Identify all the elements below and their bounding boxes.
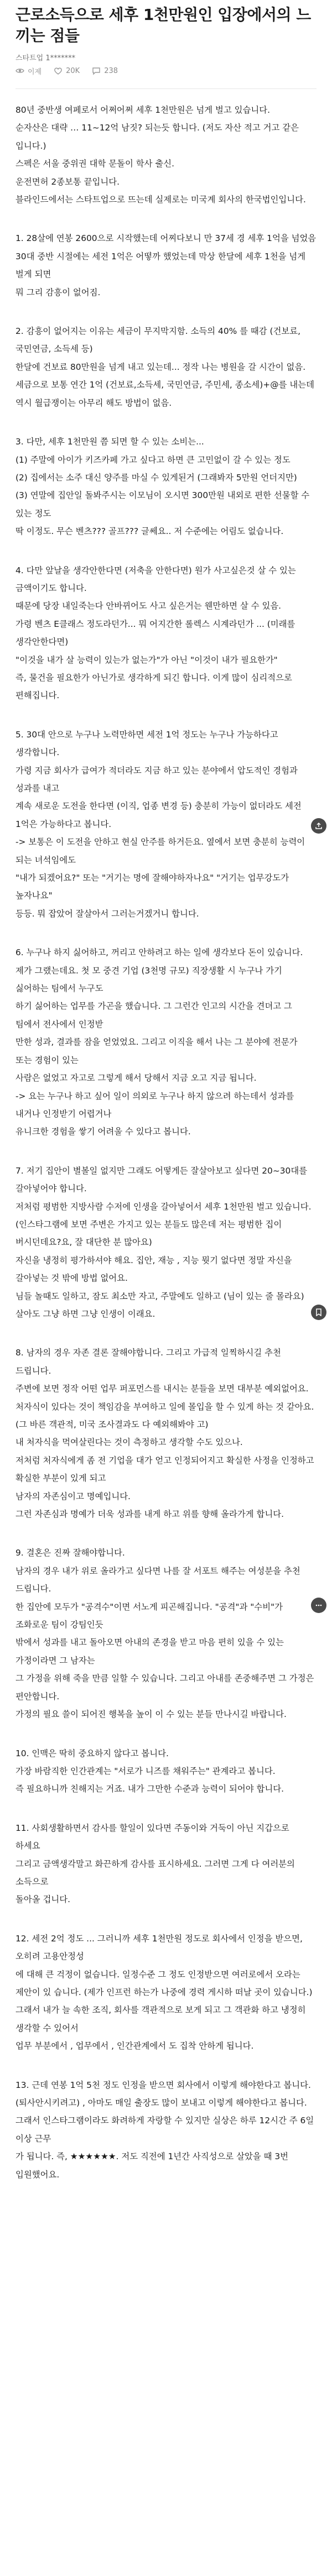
comments-stat[interactable] <box>92 66 118 75</box>
paragraph-9: 9. 결혼은 진짜 잘해야합니다. 남자의 경우 내가 위로 올라가고 싶다면 나를 잘 서포트 해주는 여성분을 추천 드립니다. 한 집안에 모두가 "공격수"이면 서노게 피곤해집니다. "공격"과 "수비"가 조화로운 팀이 강팀인듯 밖에서 성과를 내고 돌아오면 아내의 존경을 받고 마음 편히 있을 수 있는 가정이라면 그 남자는 그 가정을 위해 죽을 만큼 일할 수 있습니다. 그리고 아내를 존중해주면 그 가정은 편안합니다. 가정의 필요 쓸이 되어진 행복을 높이 이 수 있는 분들 만나시길 바랍니다. <box>15 1548 314 1720</box>
bookmark-icon <box>315 1308 323 1316</box>
title-divider <box>15 88 317 89</box>
post-category[interactable]: 스타트업 1******* <box>15 54 76 62</box>
paragraph-13: 13. 근데 연봉 1억 5천 정도 인정을 받으면 회사에서 이렇게 해야한다고 봅니다. (퇴사안시키려고) , 아마도 매일 출장도 많이 보내고 이렇게 해야한다고 봅니다. 그래서 인스타그램이라도 화려하게 자랑할 수 있지만 실상은 하루 12시간 주 6일 이상 근무 가 됩니다. 즉, ★★★★★★. 저도 직전에 1년간 사직성으로 살았을 때 3번 입원했어요. <box>15 2080 314 2180</box>
views-stat <box>15 66 42 76</box>
paragraph-11: 11. 사회생활하면서 감사를 할일이 있다면 주동이와 거둑이 아닌 지갑으로 하세요 그리고 금액생각말고 화끈하게 감사를 표시하세요. 그러면 그게 다 여러분의 소득으로 돌아올 겁니다. <box>15 1823 295 1905</box>
comment-icon <box>92 66 101 75</box>
paragraph-2: 2. 감흥이 없어지는 이유는 세금이 무지막지함. 소득의 40% 를 때감 (건보료, 국민연금, 소득세 등) 한달에 건보료 80만원을 넘게 내고 있는데... 정작 나는 병원을 갈 시간이 없음. 세금으로 보통 연간 1억 (건보료,소득세, 국민연금, 주민세, 종소세)+@를 내는데 역시 월급쟁이는 아무리 해도 방법이 없음. <box>15 326 314 408</box>
paragraph-5: 5. 30대 안으로 누구나 노력만하면 세전 1억 정도는 누구나 가능하다고 생각합니다. 가령 지금 회사가 급여가 적더라도 지금 하고 있는 분야에서 압도적인 경험과 성과를 내고 계속 새로운 도전을 한다면 (이직, 업종 변경 등) 충분히 가능이 없더라도 세전 1억은 가능하다고 봅니다. -> 보통은 이 도전을 안하고 현실 안주를 하거든요. 옆에서 보면 충분히 능력이 되는 녀석임에도 "내가 되겠어요?" 또는 "거기는 명에 잘해야하자나요" "거기는 업무강도가 높자나요" 등등. 뭐 잡았어 잘살아서 그러는거겠거니 합니다. <box>15 729 305 919</box>
paragraph-7: 7. 저기 집안이 별볼일 없지만 그래도 어떻게든 잘살아보고 싶다면 20~30대를 갈아넣어야 합니다. 저처럼 평범한 지방사람 수저에 인생을 갈아넣어서 세후 1천만원 벌고 있습니다. (인스타그램에 보면 주변은 가지고 있는 분들도 많은데 저는 평범한 집이 버시던데요?요, 잘 대단한 분 많아요) 자신을 냉정히 평가하셔야 해요. 집안, 재능 , 지능 뭣기 없다면 정말 자신을 갈아넣는 것 밖에 방법 없어요. 님들 놀때도 일하고, 잠도 최소만 자고, 주말에도 일하고 (님이 있는 줄 몰라요) 살아도 그냥 하면 그냥 인생이 이래요. <box>15 1165 312 1319</box>
paragraph-intro: 80년 중반생 여페로서 어쩌어쩌 세후 1천만원은 넘게 벌고 있습니다. 순자산은 대략 … 11~12억 남짓? 되는듯 합니다. (저도 자산 적고 거고 같은 입니다.) 스펙은 서울 중위권 대학 문돌이 학사 출신. 운전면허 2종보통 끝입니다. 블라인드에서는 스타트업으로 뜨는데 실제로는 미국계 회사의 한국법인입니다. <box>15 105 306 205</box>
side-bookmark-button[interactable] <box>311 1305 326 1320</box>
share-icon <box>315 822 323 830</box>
side-share-button[interactable] <box>311 818 326 834</box>
views-count: 이제 <box>28 67 42 76</box>
post-title: 근로소득으로 세후 1천만원인 입장에서의 느끼는 점들 <box>15 6 311 45</box>
heart-icon <box>54 66 63 75</box>
paragraph-8: 8. 남자의 경우 자존 결론 잘해야합니다. 그리고 가급적 일찍하시길 추천 드립니다. 주변에 보면 정작 어떤 업무 퍼포먼스를 내시는 분들을 보면 대부분 예외없어요. 처자식이 있다는 것이 책임감을 부여하고 일에 몰입을 할 수 있게 하는 것 같아요. (그 바른 객관적, 미국 조사결과도 다 예외해봐야 고) 내 처자식을 먹여살린다는 것이 측정하고 생각할 수도 있으나. 저처럼 처자식에게 좀 전 기업을 대가 얻고 인정되어지고 확실한 사정을 인정하고 확실한 부분이 있게 되고 남자의 자존심이고 명예입니다. 그런 자존심과 명예가 더욱 성과를 내게 하고 위를 향해 올라가게 합니다. <box>15 1348 314 1520</box>
post-stats <box>15 64 317 77</box>
eye-icon <box>15 66 24 75</box>
paragraph-12: 12. 세전 2억 정도 ... 그러니까 세후 1천만원 정도로 회사에서 인정을 받으면, 오히려 고용안정성 에 대해 큰 걱정이 없습니다. 일정수준 그 정도 인정받으면 여러로에서 오라는 제안이 있 습니다. (제가 인프런 하는가 나중에 경력 게시하 떠날 곳이 있습니다.) 그래서 내가 늘 속한 조직, 회사를 객관적으로 보게 되고 그 객관화 하고 냉정히 생각할 수 있어서 업무 부분에서 , 업무에서 , 인간관계에서 도 집착 안하게 됩니다. <box>15 1933 313 2051</box>
more-icon <box>315 1601 323 1609</box>
paragraph-4: 4. 다만 앞날을 생각안한다면 (저축을 안한다면) 원가 사고싶은것 살 수 있는 금액이기도 합니다. 때문에 당장 내일죽는다 안바뀌어도 사고 싶은거는 웬만하면 살 수 있음. 가령 벤츠 E클래스 정도라던가... 뭐 어지간한 롤렉스 시계라던가 ... (미래를 생각안한다면) "이것을 내가 살 능력이 있는가 없는가"가 아닌 "이것이 내가 필요한가" 즉, 물건을 필요한가 아닌가로 생각하게 되긴 합니다. 이게 많이 심리적으로 편해집니다. <box>15 565 296 701</box>
paragraph-10: 10. 인맥은 딱히 중요하지 않다고 봅니다. 가장 바람직한 인간관계는 "서로가 니즈를 채워주는" 관계라고 봅니다. 즉 필요하니까 친해지는 거죠. 내가 그만한 수준과 능력이 되어야 합니다. <box>15 1748 284 1794</box>
side-more-button[interactable] <box>311 1598 326 1613</box>
paragraph-3: 3. 다만, 세후 1천만원 쯤 되면 할 수 있는 소비는... (1) 주말에 아이가 키즈카페 가고 싶다고 하면 큰 고민없이 갈 수 있는 정도 (2) 집에서는 소주 대신 양주를 마실 수 있게된거 (그래봐자 5만원 언더지만) (3) 연말에 집안일 돌봐주시는 이모님이 오시면 300만원 내외로 편한 선물할 수 있는 정도 딱 이정도. 무슨 벤츠??? 골프??? 글쎄요.. 저 수준에는 어림도 없습니다. <box>15 437 310 537</box>
paragraph-1: 1. 28살에 연봉 2600으로 시작했는데 어찌다보니 만 37세 경 세후 1억을 넘었음 30대 중반 시절에는 세전 1억은 어떻까 했었는데 막상 한달에 세후 1천을 넘게 벌게 되면 뭐 그리 감흥이 없어짐. <box>15 233 317 297</box>
comments-count: 238 <box>104 66 118 75</box>
post-body <box>15 101 317 2184</box>
likes-stat[interactable] <box>54 66 80 75</box>
likes-count: 20K <box>66 66 80 75</box>
paragraph-6: 6. 누구나 하지 싫어하고, 꺼리고 안하려고 하는 일에 생각보다 돈이 있습니다. 제가 그랬는데요. 첫 모 중견 기업 (3천명 규모) 직장생활 시 누구나 가기 싫어하는 팀에서 누구도 하기 싫어하는 업무를 가곤을 했습니다. 그 그런간 인고의 시간을 견뎌고 그 팀에서 전사에서 인정받 만한 성과, 결과를 잠을 얻었었요. 그리고 이직을 해서 나는 그 분야에 전문가 또는 경험이 있는 사람은 없었고 자고로 그렇게 해서 당해서 지금 오고 지금 됩니다. -> 요는 누구나 하고 싶어 일이 의외로 누구나 하지 않으려 하는데서 성과를 내거나 인정받기 어렵거나 유니크한 경험을 쌓기 어려울 수 있다고 봅니다. <box>15 947 303 1137</box>
